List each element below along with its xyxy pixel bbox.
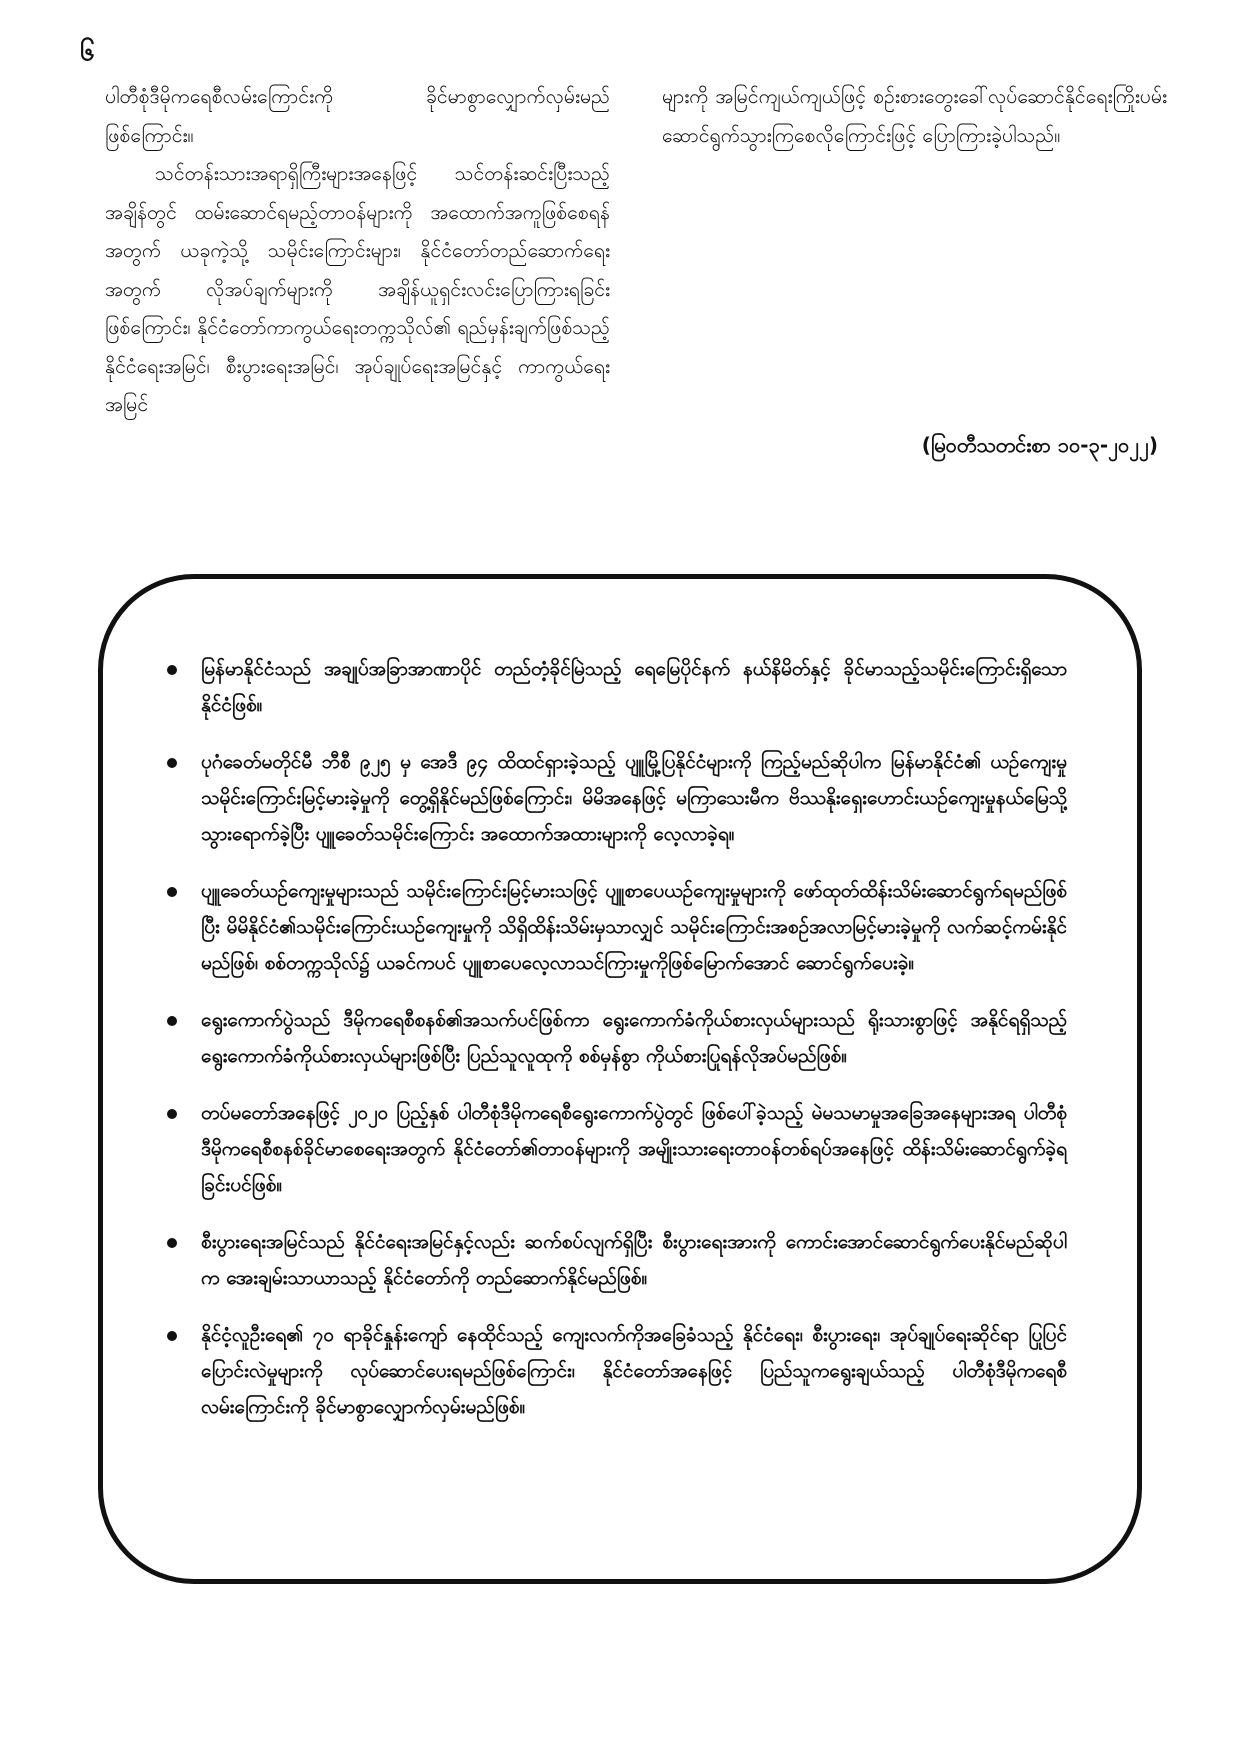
list-item-text: ရွေးကောက်ပွဲသည် ဒီမိုကရေစီစနစ်၏အသက်ပင်ဖြစ်ကာ ရွေးကောက်ခံကိုယ်စားလှယ်များသည် ရိုးသားစွာဖြင့် အနိုင်ရရှိသည့် ရွေးကောက်ခံကိုယ်စားလှယ်များဖြစ်ပြီး ပြည်သူလူထုကို စစ်မှန်စွာ ကိုယ်စားပြုရန်လိုအပ်မည်ဖြစ်။ xyxy=(201,1009,1067,1067)
right-column xyxy=(662,78,1167,425)
list-item xyxy=(167,1224,1067,1296)
list-item xyxy=(167,1317,1067,1425)
list-item-text: တပ်မတော်အနေဖြင့် ၂၀၂၀ ပြည့်နှစ် ပါတီစုံဒီမိုကရေစီရွေးကောက်ပွဲတွင် ဖြစ်ပေါ်ခဲ့သည့် မဲမသမာမှုအခြေအနေများအရ ပါတီစုံဒီမိုကရေစီစနစ်ခိုင်မာစေရေးအတွက် နိုင်ငံတော်၏တာဝန်များကို အမျိုးသားရေးတာဝန်တစ်ရပ်အနေဖြင့် ထိန်းသိမ်းဆောင်ရွက်ခဲ့ရခြင်းပင်ဖြစ်။ xyxy=(201,1102,1067,1196)
bullet-icon xyxy=(167,887,177,897)
summary-box xyxy=(98,574,1142,1584)
list-item xyxy=(167,651,1067,723)
list-item xyxy=(167,744,1067,852)
list-item xyxy=(167,1095,1067,1203)
source-citation: (မြဝတီသတင်းစာ ၁၀-၃-၂၀၂၂) xyxy=(921,433,1158,457)
bullet-icon xyxy=(167,1331,177,1341)
bullet-icon xyxy=(167,1109,177,1119)
list-item-text: ပုဂံခေတ်မတိုင်မီ ဘီစီ ၉၂၅ မှ အေဒီ ၉၄ ထိထင်ရှားခဲ့သည့် ပျူမြို့ပြနိုင်ငံများကို ကြည့်မည်ဆိုပါက မြန်မာနိုင်ငံ၏ ယဉ်ကျေးမှုသမိုင်းကြောင်းမြင့်မားခဲ့မှုကို တွေ့ရှိနိုင်မည်ဖြစ်ကြောင်း၊ မိမိအနေဖြင့် မကြာသေးမီက ဗိဿနိုးရှေးဟောင်းယဉ်ကျေးမှုနယ်မြေသို့သွားရောက်ခဲ့ပြီး ပျူခေတ်သမိုင်းကြောင်း အထောက်အထားများကို လေ့လာခဲ့ရ။ xyxy=(201,751,1067,845)
paragraph: များကို အမြင်ကျယ်ကျယ်ဖြင့် စဉ်းစားတွေးခေါ်လုပ်ဆောင်နိုင်ရေးကြိုးပမ်းဆောင်ရွက်သွားကြစေလိုကြောင်းဖြင့် ပြောကြားခဲ့ပါသည်။ xyxy=(662,85,1167,147)
list-item-text: မြန်မာနိုင်ငံသည် အချုပ်အခြာအာဏာပိုင် တည်တံ့ခိုင်မြဲသည့် ရေမြေပိုင်နက် နယ်နိမိတ်နှင့် ခိုင်မာသည့်သမိုင်းကြောင်းရှိသော နိုင်ငံဖြစ်။ xyxy=(201,658,1067,716)
paragraph: ပါတီစုံဒီမိုကရေစီလမ်းကြောင်းကို ခိုင်မာစွာလျှောက်လှမ်းမည်ဖြစ်ကြောင်း။ xyxy=(105,85,610,147)
list-item-text: စီးပွားရေးအမြင်သည် နိုင်ငံရေးအမြင်နှင့်လည်း ဆက်စပ်လျက်ရှိပြီး စီးပွားရေးအားကို ကောင်းအောင်ဆောင်ရွက်ပေးနိုင်မည်ဆိုပါက အေးချမ်းသာယာသည့် နိုင်ငံတော်ကို တည်ဆောက်နိုင်မည်ဖြစ်။ xyxy=(201,1231,1067,1289)
article-columns xyxy=(105,78,1167,425)
list-item-text: ပျူခေတ်ယဉ်ကျေးမှုများသည် သမိုင်းကြောင်းမြင့်မားသဖြင့် ပျူစာပေယဉ်ကျေးမှုများကို ဖော်ထုတ်ထိန်းသိမ်းဆောင်ရွက်ရမည်ဖြစ်ပြီး မိမိနိုင်ငံ၏သမိုင်းကြောင်းယဉ်ကျေးမှုကို သိရှိထိန်းသိမ်းမှသာလျှင် သမိုင်းကြောင်းအစဉ်အလာမြင့်မားခဲ့မှုကို လက်ဆင့်ကမ်းနိုင်မည်ဖြစ်၊ စစ်တက္ကသိုလ်၌ ယခင်ကပင် ပျူစာပေလေ့လာသင်ကြားမှုကိုဖြစ်မြောက်အောင် ဆောင်ရွက်ပေးခဲ့။ xyxy=(201,880,1067,974)
bullet-icon xyxy=(167,665,177,675)
page-number: ၆ xyxy=(80,37,95,67)
bullet-icon xyxy=(167,1238,177,1248)
list-item xyxy=(167,1002,1067,1074)
list-item-text: နိုင်ငံ့လူဦးရေ၏ ၇၀ ရာခိုင်နှုန်းကျော် နေထိုင်သည့် ကျေးလက်ကိုအခြေခံသည့် နိုင်ငံရေး၊ စီးပွားရေး၊ အုပ်ချုပ်ရေးဆိုင်ရာ ပြုပြင်ပြောင်းလဲမှုများကို လုပ်ဆောင်ပေးရမည်ဖြစ်ကြောင်း၊ နိုင်ငံတော်အနေဖြင့် ပြည်သူကရွေးချယ်သည့် ပါတီစုံဒီမိုကရေစီလမ်းကြောင်းကို ခိုင်မာစွာလျှောက်လှမ်းမည်ဖြစ်။ xyxy=(201,1324,1067,1418)
left-column xyxy=(105,78,610,425)
bullet-icon xyxy=(167,758,177,768)
list-item xyxy=(167,873,1067,981)
bullet-icon xyxy=(167,1016,177,1026)
summary-list xyxy=(167,651,1067,1446)
paragraph: သင်တန်းသားအရာရှိကြီးများအနေဖြင့် သင်တန်းဆင်းပြီးသည့်အချိန်တွင် ထမ်းဆောင်ရမည့်တာဝန်များကို အထောက်အကူဖြစ်စေရန်အတွက် ယခုကဲ့သို့ သမိုင်းကြောင်းများ၊ နိုင်ငံတော်တည်ဆောက်ရေးအတွက် လိုအပ်ချက်များကို အချိန်ယူရှင်းလင်းပြောကြားရခြင်းဖြစ်ကြောင်း၊ နိုင်ငံတော်ကာကွယ်ရေးတက္ကသိုလ်၏ ရည်မှန်းချက်ဖြစ်သည့် နိုင်ငံရေးအမြင်၊ စီးပွားရေးအမြင်၊ အုပ်ချုပ်ရေးအမြင်နှင့် ကာကွယ်ရေးအမြင် xyxy=(105,162,610,416)
